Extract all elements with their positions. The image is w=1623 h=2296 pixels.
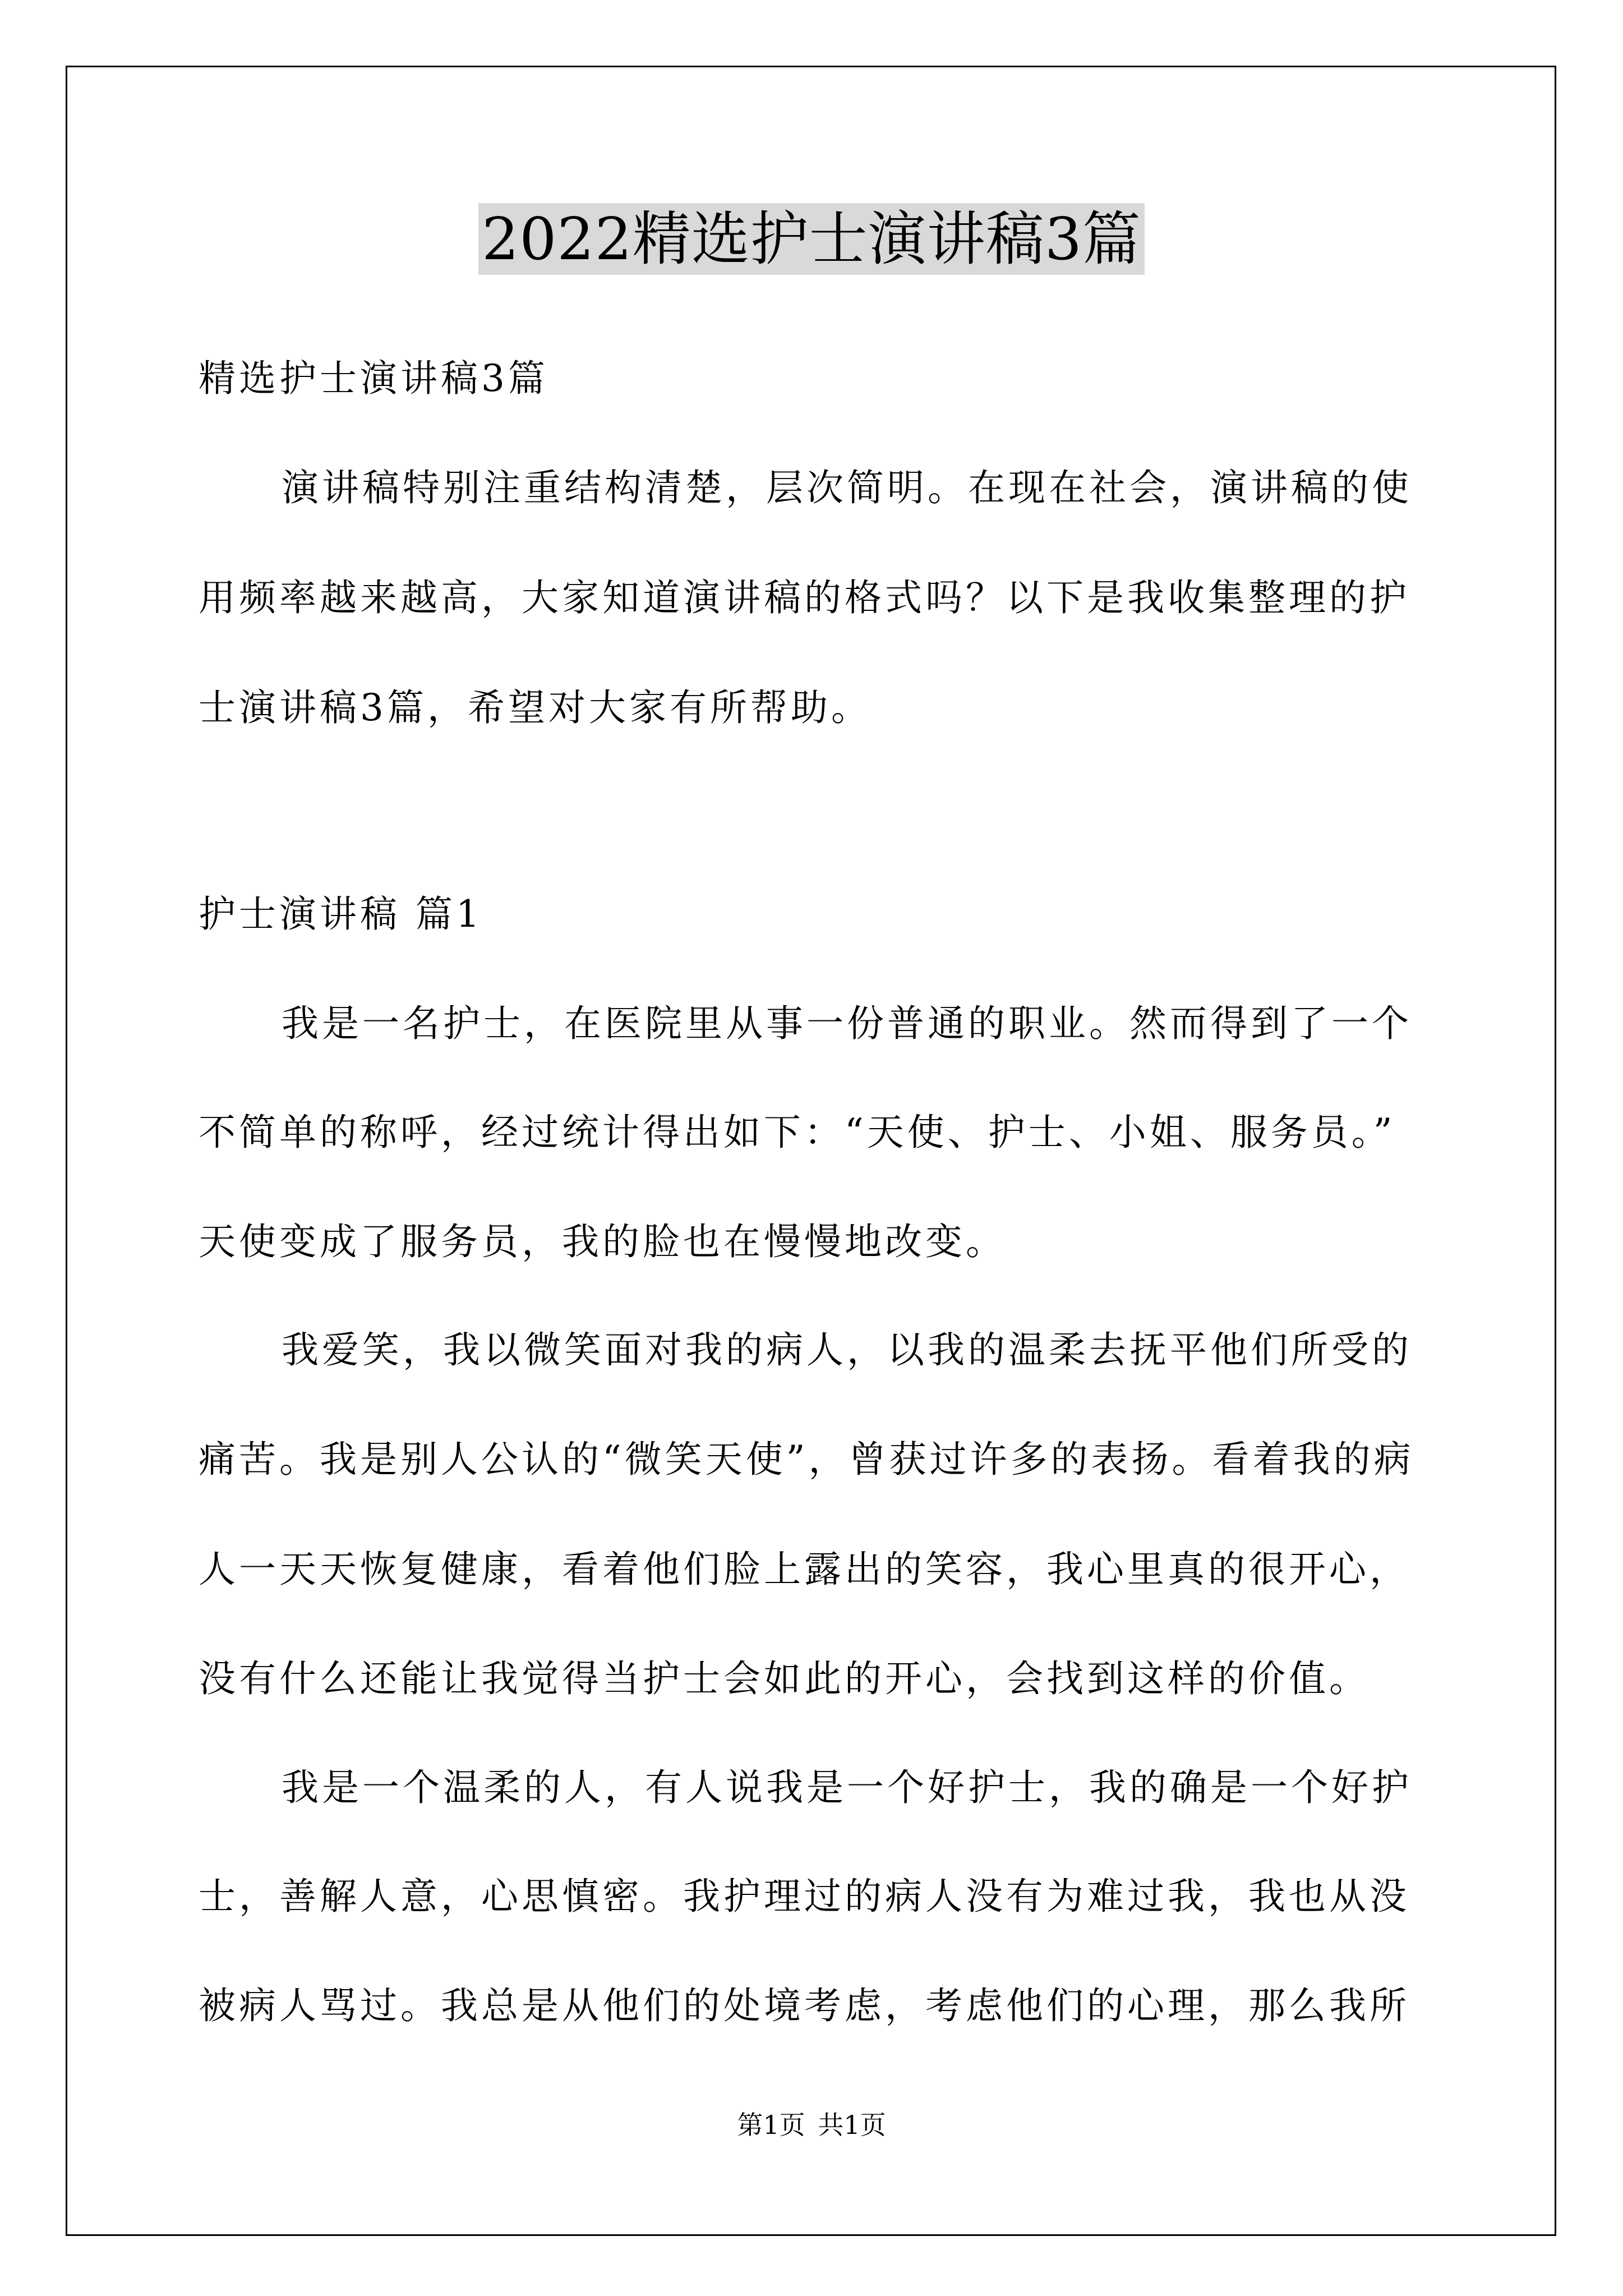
paragraph2-line-2: 痛苦。我是别人公认的“微笑天使”，曾获过许多的表扬。看着我的病 [199,1438,1414,1481]
page-number: 第1页 [737,2110,805,2140]
paragraph1-line-2: 不简单的称呼，经过统计得出如下：“天使、护士、小姐、服务员。” [199,1111,1396,1154]
title-container [0,203,1623,275]
document-subtitle: 精选护士演讲稿3篇 [199,357,548,400]
document-title: 2022精选护士演讲稿3篇 [478,203,1145,275]
paragraph3-line-1: 我是一个温柔的人，有人说我是一个好护士，我的确是一个好护 [282,1766,1412,1809]
section-heading: 护士演讲稿 篇1 [199,892,483,936]
intro-line-1: 演讲稿特别注重结构清楚，层次简明。在现在社会，演讲稿的使 [282,466,1412,509]
intro-line-2: 用频率越来越高，大家知道演讲稿的格式吗？以下是我收集整理的护 [199,576,1410,619]
paragraph1-line-1: 我是一名护士，在医院里从事一份普通的职业。然而得到了一个 [282,1002,1412,1045]
paragraph2-line-3: 人一天天恢复健康，看着他们脸上露出的笑容，我心里真的很开心， [199,1548,1410,1591]
paragraph3-line-2: 士，善解人意，心思慎密。我护理过的病人没有为难过我，我也从没 [199,1875,1410,1918]
paragraph1-line-3: 天使变成了服务员，我的脸也在慢慢地改变。 [199,1220,1006,1263]
page-footer [0,2108,1623,2142]
page-total: 共1页 [818,2110,886,2140]
intro-line-3: 士演讲稿3篇，希望对大家有所帮助。 [199,686,872,729]
paragraph2-line-4: 没有什么还能让我觉得当护士会如此的开心，会找到这样的价值。 [199,1657,1370,1700]
paragraph3-line-3: 被病人骂过。我总是从他们的处境考虑，考虑他们的心理，那么我所 [199,1984,1410,2027]
paragraph2-line-1: 我爱笑，我以微笑面对我的病人，以我的温柔去抚平他们所受的 [282,1328,1412,1372]
